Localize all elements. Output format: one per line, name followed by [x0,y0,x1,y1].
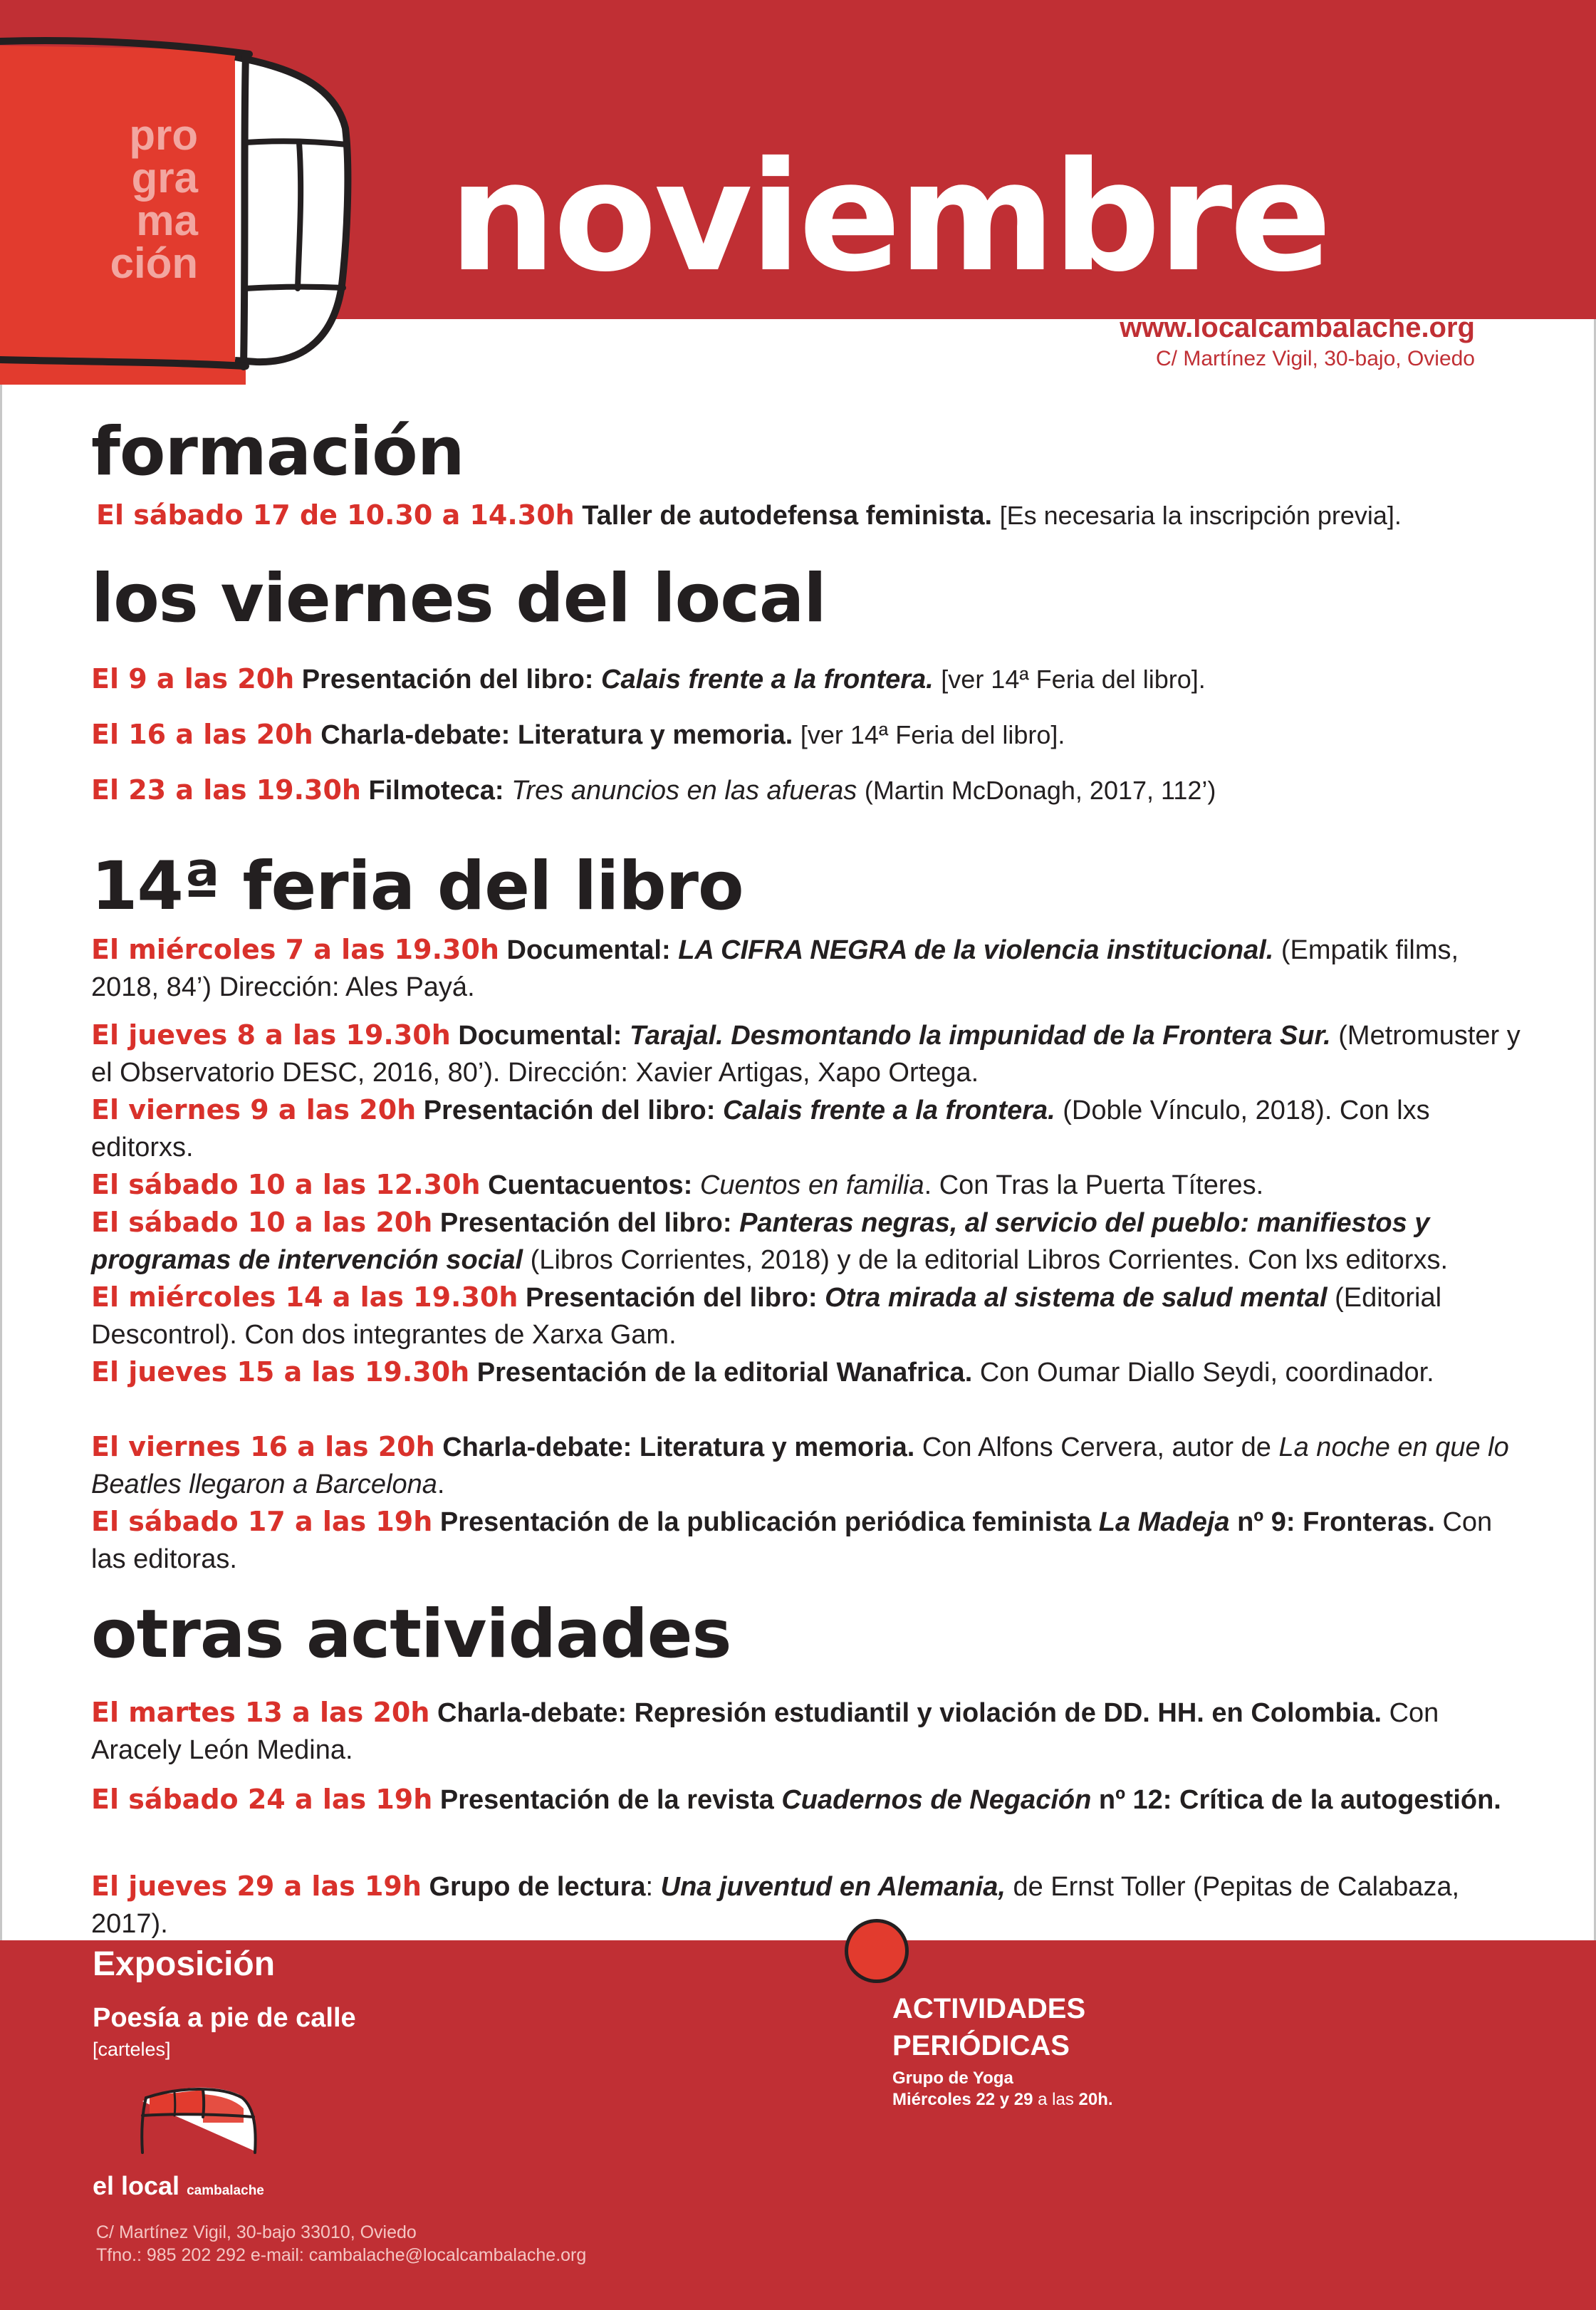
event-date: El martes 13 a las 20h [91,1697,430,1728]
event-title: Documental: [506,935,671,965]
event-work-title: Cuadernos de Negación [781,1785,1092,1815]
logo-word-4: ción [110,239,198,287]
yoga-title: Grupo de Yoga [892,2069,1013,2088]
section-title-viernes: los viernes del local [91,560,826,638]
event-date: El jueves 15 a las 19.30h [91,1356,470,1388]
event-note: . Con Tras la Puerta Títeres. [924,1170,1264,1200]
event-title: Presentación del libro: [423,1096,716,1125]
exhibition-title: Exposición [93,1945,276,1983]
event-colon: : [645,1872,654,1902]
event-date: El sábado 10 a las 20h [91,1207,433,1238]
event-viernes-3 [91,771,1523,809]
event-viernes-1 [91,660,1523,698]
event-note: (Libros Corrientes, 2018) y de la editorial Libros Corrientes. Con lxs editorxs. [530,1245,1449,1275]
event-title: Presentación de la editorial Wanafrica. [476,1358,973,1388]
section-title-feria: 14ª feria del libro [91,848,744,925]
event-feria-1 [91,931,1523,1006]
yoga-schedule [892,2090,1113,2110]
exhibition-note: [carteles] [93,2039,171,2060]
event-note: (Empatik films, 2018, 84’) Dirección: Ales Payá. [91,935,1459,1002]
event-title: Presentación de la revista [439,1785,774,1815]
small-house-logo [121,2080,264,2158]
event-date: El jueves 29 a las 19h [91,1871,422,1902]
event-feria-7 [91,1353,1523,1391]
event-title: Charla-debate: Literatura y memoria. [320,720,793,750]
event-date: El sábado 17 a las 19h [91,1506,433,1537]
event-date: El sábado 24 a las 19h [91,1784,433,1815]
event-title-cont: nº 9: Fronteras. [1237,1507,1435,1537]
event-date: El 9 a las 20h [91,663,295,694]
event-note: (Doble Vínculo, 2018). Con lxs editorxs. [91,1096,1430,1162]
event-date: El miércoles 14 a las 19.30h [91,1281,518,1313]
footer-address: C/ Martínez Vigil, 30-bajo 33010, Oviedo [96,2222,417,2242]
periodic-activities-title-1: ACTIVIDADES [892,1993,1086,2024]
event-work-title: Una juventud en Alemania, [660,1872,1006,1902]
event-title: Documental: [458,1021,622,1051]
event-feria-5 [91,1204,1523,1279]
event-title: Cuentacuentos: [488,1170,693,1200]
event-note: [ver 14ª Feria del libro]. [800,720,1065,749]
logo-word-2: gra [131,154,198,202]
event-date: El jueves 8 a las 19.30h [91,1019,451,1051]
event-date: El viernes 9 a las 20h [91,1094,417,1125]
footer-phone-email: Tfno.: 985 202 292 e-mail: cambalache@localcambalache.org [96,2245,587,2265]
section-title-otras: otras actividades [91,1596,731,1673]
event-title: Presentación del libro: [525,1283,818,1313]
event-feria-2 [91,1016,1523,1091]
month-title: noviembre [449,129,1330,305]
event-title-cont: nº 12: Crítica de la autogestión. [1098,1785,1501,1815]
red-dot-ornament [845,1919,909,1983]
periodic-activities-title [892,1990,1085,2064]
exhibition-subtitle: Poesía a pie de calle [93,2003,356,2033]
event-note: [ver 14ª Feria del libro]. [941,665,1206,694]
logo-word-3: ma [136,197,198,244]
event-date: El 16 a las 20h [91,719,313,750]
event-note: (Metromuster y el Observatorio DESC, 2016, 80’). Dirección: Xavier Artigas, Xapo Ortega. [91,1021,1521,1088]
event-date: El 23 a las 19.30h [91,774,361,806]
event-work-title: La Madeja [1098,1507,1230,1537]
periodic-activities-title-2: PERIÓDICAS [892,2030,1070,2061]
local-name-main: el local [93,2171,180,2200]
event-work-title: Calais frente a la frontera. [722,1096,1055,1125]
event-note: de Ernst Toller (Pepitas de Calabaza, 2017). [91,1872,1460,1939]
event-work-title: Tarajal. Desmontando la impunidad de la Frontera Sur. [630,1021,1331,1051]
event-note: Con Alfons Cervera, autor de [922,1432,1271,1462]
event-otras-3 [91,1868,1523,1942]
event-title: Taller de autodefensa feminista. [582,501,993,531]
event-viernes-2 [91,716,1523,754]
footer-contact [96,2221,586,2267]
event-feria-6 [91,1279,1523,1353]
event-work-title: Tres anuncios en las afueras [511,776,857,806]
event-title: Filmoteca: [368,776,504,806]
event-note: Con las editoras. [91,1507,1493,1574]
small-house-logo-drawing [121,2080,264,2158]
event-date: El miércoles 7 a las 19.30h [91,934,499,965]
event-title: Presentación del libro: [301,665,594,694]
event-note: Con Aracely León Medina. [91,1698,1439,1765]
event-date: El sábado 17 de 10.30 a 14.30h [96,499,575,531]
event-title: Charla-debate: Represión estudiantil y violación de DD. HH. en Colombia. [437,1698,1382,1728]
yoga-days: Miércoles 22 y 29 [892,2090,1033,2109]
event-work-title: Panteras negras, al servicio del pueblo: manifiestos y programas de intervención social [91,1208,1430,1275]
event-work-title: Otra mirada al sistema de salud mental [825,1283,1328,1313]
event-work-title: Cuentos en familia [699,1170,924,1200]
yoga-mid: a las [1038,2090,1074,2109]
event-work-title: Calais frente a la frontera. [601,665,934,694]
event-otras-1 [91,1694,1523,1769]
event-date: El sábado 10 a las 12.30h [91,1169,481,1200]
event-feria-3 [91,1091,1523,1166]
event-feria-4 [91,1166,1523,1204]
event-note: (Editorial Descontrol). Con dos integrantes de Xarxa Gam. [91,1283,1442,1350]
event-date: El viernes 16 a las 20h [91,1431,435,1462]
section-title-formacion: formación [91,413,464,491]
event-note: (Martin McDonagh, 2017, 112’) [864,776,1216,805]
event-work-title: LA CIFRA NEGRA de la violencia institucional. [678,935,1274,965]
website-link[interactable]: www.localcambalache.org [1120,312,1475,343]
event-feria-9 [91,1503,1523,1578]
local-name [93,2171,264,2201]
event-otras-2 [91,1781,1523,1819]
event-note-end: . [437,1469,445,1499]
event-title: Charla-debate: Literatura y memoria. [442,1432,915,1462]
event-note: [Es necesaria la inscripción previa]. [999,501,1402,530]
event-title: Grupo de lectura [429,1872,646,1902]
event-work-title: La noche en que lo Beatles llegaron a Barcelona [91,1432,1509,1499]
event-formacion-1 [96,496,1528,534]
header-address: C/ Martínez Vigil, 30-bajo, Oviedo [1156,347,1475,370]
local-name-small: cambalache [187,2183,264,2198]
event-feria-8 [91,1428,1523,1503]
event-title: Presentación de la publicación periódica feminista [439,1507,1092,1537]
yoga-time: 20h. [1078,2090,1113,2109]
event-note: Con Oumar Diallo Seydi, coordinador. [979,1358,1434,1388]
event-title: Presentación del libro: [439,1208,732,1238]
logo-word-1: pro [129,111,198,159]
